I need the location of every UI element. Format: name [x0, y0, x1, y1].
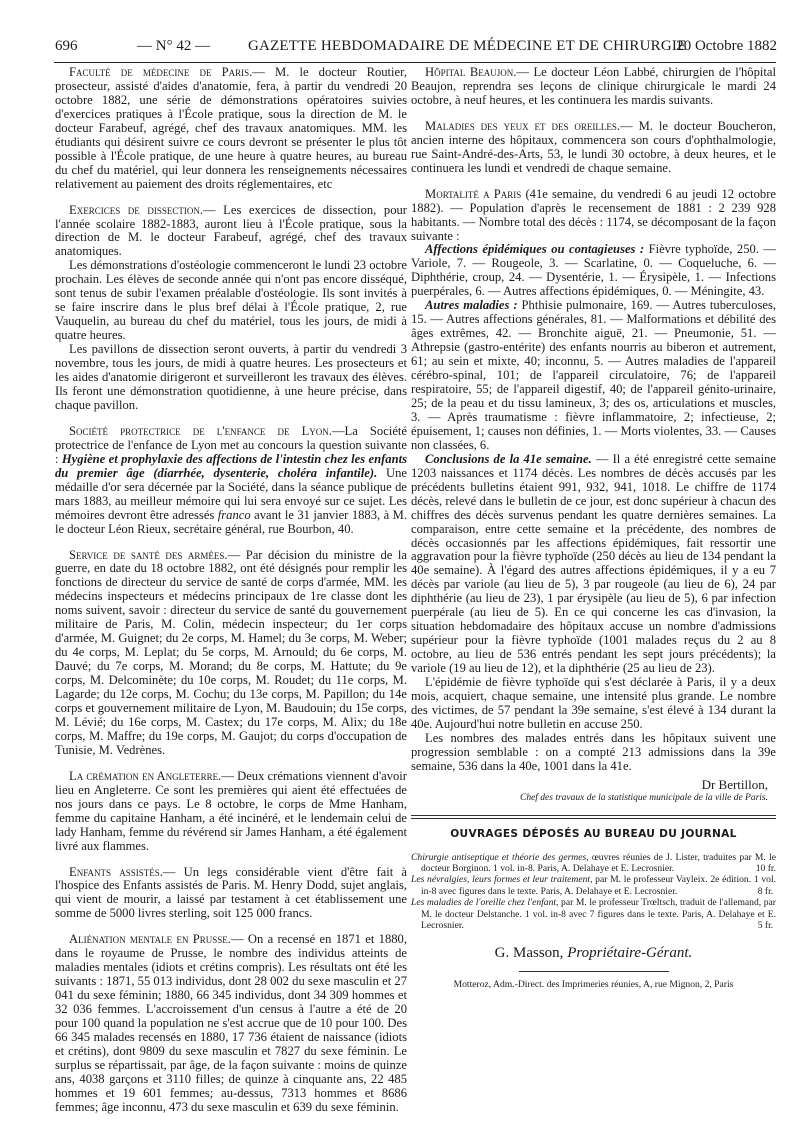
- book-title: Les névralgies, leurs formes et leur traitement,: [411, 874, 593, 886]
- issue-date: 20 Octobre 1882: [676, 38, 777, 54]
- franco-word: franco: [217, 507, 251, 522]
- book-price: 8 fr.: [757, 885, 774, 897]
- section-rule: [411, 818, 776, 819]
- notice-heading: Maladies des yeux et des oreilles.: [425, 118, 621, 133]
- notice-beaujon: [411, 66, 776, 108]
- notice-text: L'épidémie de fièvre typhoïde qui s'est déclarée à Paris, il y a deux mois, acquiert, chaque semaine, une intensité plus grande. Le nombre des victimes, de 57 pendant la 39e semaine, s'est élevé à 134 durant la 40e. Aujourd'hui notre bulletin en accuse 250.: [411, 675, 776, 731]
- signature-title: Chef des travaux de la statistique municipale de la ville de Paris.: [519, 792, 768, 803]
- book-entry: [411, 852, 776, 875]
- running-header: [55, 38, 777, 60]
- publisher-line: [411, 947, 776, 961]
- notice-heading: Enfants assistés.: [69, 864, 163, 879]
- notice-text: — Deux crémations viennent d'avoir lieu en Angleterre. Ce sont les premières qui aient été effectuées de nos jours dans ce pays. Le 8 octobre, le corps de Mme Hanham, femme du capitaine Hanham, a été incinéré, et le lendemain celui de lady Hanham, femme du révérend sir James Hanham, a été également livré aux flammes.: [55, 768, 407, 853]
- notice-text: Les pavillons de dissection seront ouverts, à partir du vendredi 3 novembre, tous les jours, de midi à quatre heures. Les prosecteurs et les aides d'anatomie dirigeront et surveilleront les travaux des élèves. Ils feront une démonstration quotidienne, à une heure précise, dans chaque pavillon.: [55, 342, 407, 412]
- printer-line: Motteroz, Adm.-Direct. des Imprimeries réunies, A, rue Mignon, 2, Paris: [453, 979, 734, 991]
- book-details: œuvres réunies de J. Lister, traduites par M. le docteur Borginon. 1 vol. in-8. Paris, A. Delahaye et E. Lecrosnier.: [421, 851, 776, 874]
- notice-alienation: [55, 933, 407, 1114]
- book-details: par M. le professeur Vayleix. 2e édition. 1 vol. in-8 avec figures dans le texte. Paris, A. Delahaye et E. Lecrosnier.: [421, 874, 777, 897]
- notice-heading: Société protectrice de l'enfance de Lyon.: [69, 423, 332, 438]
- section-label: Conclusions de la 41e semaine.: [425, 451, 592, 466]
- signature: Dr Bertillon,: [701, 776, 768, 792]
- book-title: Les maladies de l'oreille chez l'enfant,: [411, 897, 559, 909]
- notice-text: — Un legs considérable vient d'être fait à l'hospice des Enfants assistés de Paris. M. Henry Dodd, sujet anglais, qui vient de mourir, a laissé par testament à cet établissement une somme de 5000 livres sterling, soit 125 000 francs.: [55, 864, 407, 921]
- section-label: Affections épidémiques ou contagieuses :: [425, 242, 645, 257]
- book-details: par M. le professeur Trœltsch, traduit de l'allemand, par M. le docteur Delstanche. 1 vol. in-8 avec 7 figures dans le texte. Paris, A. Delahaye et E. Lecrosnier.: [421, 897, 776, 931]
- contest-topic: Hygiène et prophylaxie des affections de l'intestin chez les enfants du premier âge (diarrhée, dysenterie, choléra infantile).: [55, 451, 407, 480]
- book-title: Chirurgie antiseptique et théorie des germes,: [411, 851, 589, 863]
- right-column: [411, 66, 776, 992]
- notice-dissection: [55, 204, 407, 413]
- notice-text: Phthisie pulmonaire, 169. — Autres tuberculoses, 15. — Autres affections générales, 81. — Malformations et débilité des âges extrêmes, 42. — Bronchite aiguë, 21. — Pneumonie, 51. — Athrepsie (gastro-entérite) des enfants nourris au biberon et autrement, 61; au sein et mixte, 40; inconnu, 5. — Autres maladies de l'appareil cérébro-spinal, 101; de l'appareil circulatoire, 76; de l'appareil respiratoire, 55; de l'appareil digestif, 40; de l'appareil génito-urinaire, 25; de la peau et du tissu lamineux, 3; des os, articulations et muscles, 3. — Après traumatisme : fièvre inflammatoire, 2; infectieuse, 2; épuisement, 1; causes non définies, 1. — Morts violentes, 33. — Causes non classées, 6.: [411, 298, 776, 452]
- notice-cremation: [55, 770, 407, 854]
- issue-number: — N° 42 —: [137, 38, 211, 54]
- mortality-report: [411, 188, 776, 806]
- footer-rule: [519, 971, 669, 972]
- notice-heading: Faculté de médecine de Paris.: [69, 65, 253, 79]
- section-label: Autres maladies :: [425, 298, 518, 313]
- notice-text: Les nombres des malades entrés dans les hôpitaux suivent une progression semblable : on a compté 213 admissions dans la 39e semaine, 536 dans la 40e, 1001 dans la 41e.: [411, 730, 776, 773]
- header-rule: [54, 62, 776, 63]
- notice-heading: Exercices de dissection.: [69, 202, 203, 217]
- publisher-name: G. Masson,: [494, 945, 564, 962]
- notice-text: avant le 31 janvier 1883, à M. le docteur Léon Rieux, secrétaire général, rue Bourbon, 40.: [55, 507, 407, 536]
- journal-title: GAZETTE HEBDOMADAIRE DE MÉDECINE ET DE CHIRURGIE: [248, 38, 687, 54]
- notice-text: Fièvre typhoïde, 250. — Variole, 7. — Rougeole, 3. — Scarlatine, 0. — Coqueluche, 6. — Diphthérie, croup, 24. — Dysentérie, 1. — Érysipèle, 1. — Infections puerpérales, 6. — Autres affections épidémiques, 0. — Méningite, 43.: [411, 242, 777, 299]
- book-entry: [411, 897, 776, 931]
- notice-service-sante: [55, 549, 407, 758]
- notice-text: — Il a été enregistré cette semaine 1203 naissances et 1174 décès. Les nombres de décès accusés par les précédents bulletins étaient 991, 932, 941, 1018. Le chiffre de 1174 décès, relevé dans le bulletin de ce jour, est donc supérieur à chacun des chiffres des décès survenus pendant les quatre dernières semaines. La comparaison, entre cette semaine et la précédente, des nombres de décès occasionnés par les affections épidémiques, fait ressortir une aggravation pour la fièvre typhoïde (250 décès au lieu de 134 pendant la 40e semaine). À l'égard des autres affections épidémiques, il y a eu 7 décès par variole (au lieu de 5), 3 par rougeole (au lieu de 6), 24 par diphthérie (au lieu de 23), 1 par érysipèle (au lieu de 5), 6 par infection puerpérale (au lieu de 5). En ce qui concerne les cas d'invasion, la situation hebdomadaire des hôpitaux accuse un nombre d'admissions supérieur pour la fièvre typhoïde (1001 malades reçus du 2 au 8 octobre, au lieu de 536 entrés pendant les sept jours précédents); la variole (19 au lieu de 12), et la diphthérie (25 au lieu de 23).: [411, 451, 776, 676]
- book-price: 5 fr.: [757, 920, 774, 931]
- notice-text: (41e semaine, du vendredi 6 au jeudi 12 octobre 1882). — Population d'après le recensement de 1881 : 2 239 928 habitants. — Nombre total des décès : 1174, se décomposant de la façon suivante :: [411, 186, 776, 243]
- notice-text: — M. le docteur Routier, prosecteur, assisté d'aides d'anatomie, fera, à partir du vendredi 20 octobre 1882, une série de démonstrations opératoires suivies d'exercices pratiques à l'École pratique, sous la direction de M. le docteur Farabeuf, agrégé, chef des travaux anatomiques. MM. les étudiants qui désirent suivre ce cours devront se présenter le plus tôt possible à l'École pratique, de une heure à quatre heures, au bureau du chef du matériel, qui leur donnera les renseignements nécessaires relativement au paiement des droits réglementaires, etc: [55, 65, 407, 191]
- books-heading: OUVRAGES DÉPOSÉS AU BUREAU DU JOURNAL: [450, 827, 737, 840]
- notice-yeux-oreilles: [411, 120, 776, 176]
- notice-text: — Le docteur Léon Labbé, chirurgien de l'hôpital Beaujon, reprendra ses leçons de clinique chirurgicale le mardi 24 octobre, à neuf heures, et les continuera les mardis suivants.: [411, 65, 776, 107]
- books-list: [411, 852, 776, 932]
- book-price: 10 fr.: [755, 862, 776, 874]
- notice-text: Les démonstrations d'ostéologie commenceront le lundi 23 octobre prochain. Les élèves de seconde année qui n'ont pas encore disséqué, sont tenus de subir l'examen préalable d'ostéologie. Ils sont invités à se faire inscrire dans le plus bref délai à l'École pratique, 2, rue Vauquelin, au bureau du chef du matériel, tous les jours, de midi à quatre heures.: [55, 258, 407, 343]
- book-entry: [411, 874, 776, 897]
- notice-text: —La Société protectrice de l'enfance de Lyon met au concours la question suivante :: [55, 423, 407, 466]
- notice-text: Une médaille d'or sera décernée par la Société, dans la séance publique de mars 1883, au meilleur mémoire qui lui sera envoyé sur ce sujet. Les mémoires devront être adressés: [55, 465, 407, 522]
- notice-text: — On a recensé en 1871 et 1880, dans le royaume de Prusse, le nombre des individus atteints de maladies mentales (idiots et crétins compris). Les résultats ont été les suivants : 1871, 55 013 individus, dont 28 002 du sexe masculin et 27 041 du sexe féminin; 1880, 66 345 individus, dont 34 309 hommes et 32 036 femmes. L'accroissement d'un census à l'autre a été de 20 pour 100 quand la population ne s'est accrue que de 10 pour 100. Des 66 345 malades recensés en 1880, 17 736 étaient de naissance (idiots et crétins), dont 9809 du sexe masculin et 7827 du sexe féminin. Le surplus se répartissait, par âge, de la façon suivante : moins de quinze ans, 4038 garçons et 3110 filles; de quinze à cinquante ans, 22 485 hommes et 19 601 femmes; au-dessus, 7313 hommes et 8686 femmes; âge inconnu, 473 du sexe masculin et 639 du sexe féminin.: [55, 932, 407, 1114]
- notice-text: — Par décision du ministre de la guerre, en date du 18 octobre 1882, ont été désignés pour remplir les fonctions de directeur du service de santé de corps d'armée, MM. les médecins inspecteurs et médecins principaux de 1re classe dont les noms suivent, savoir : directeur du service de santé du gouvernement militaire de Paris, M. Colin, médecin inspecteur; du 1er corps d'armée, M. Guignet; du 2e corps, M. Hamel; du 3e corps, M. Weber; du 4e corps, M. Leplat; du 5e corps, M. Arnould; du 6e corps, M. Dauvé; du 7e corps, M. Morand; du 8e corps, M. Hattute; du 9e corps, M. Delcominète; du 10e corps, M. Roudet; du 11e corps, M. Lagarde; du 12e corps, M. Cochu; du 13e corps, M. Papillon; du 14e corps et gouvernement militaire de Lyon, M. Baudouin; du 15e corps, M. Lévié; du 16e corps, M. Castex; du 17e corps, M. Alix; du 18e corps, M. Maffre; du 19e corps, M. Gaujot; du corps d'occupation de Tunisie, M. Vedrènes.: [55, 547, 407, 757]
- notice-heading: Aliénation mentale en Prusse.: [69, 932, 231, 947]
- notice-text: — M. le docteur Boucheron, ancien interne des hôpitaux, commencera son cours d'ophthalmologie, rue Saint-André-des-Arts, 53, le lundi 30 octobre, à deux heures, et le continuera les lundi et vendredi de chaque semaine.: [411, 118, 777, 175]
- notice-heading: Mortalité a Paris: [425, 186, 522, 201]
- page-number: 696: [55, 38, 78, 54]
- notice-societe-enfance: [55, 425, 407, 537]
- notice-heading: Service de santé des armées.: [69, 547, 228, 562]
- notice-text: — Les exercices de dissection, pour l'année scolaire 1882-1883, auront lieu à l'École pratique, sous la direction de M. le docteur Farabeuf, agrégé, chef des travaux anatomiques.: [55, 202, 407, 259]
- publisher-title: Propriétaire-Gérant.: [567, 945, 693, 962]
- left-column: [55, 66, 407, 1127]
- section-rule: [411, 815, 776, 816]
- notice-faculte: [55, 66, 407, 192]
- notice-heading: Hôpital Beaujon.: [425, 65, 517, 79]
- notice-heading: La crémation en Angleterre.: [69, 768, 222, 783]
- notice-enfants-assistes: [55, 866, 407, 922]
